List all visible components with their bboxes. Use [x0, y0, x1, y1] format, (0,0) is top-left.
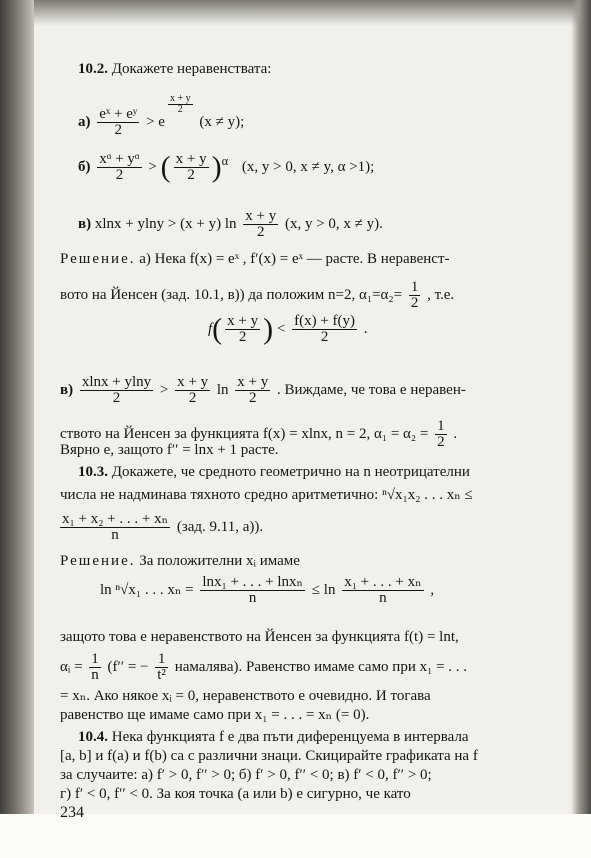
solution-2-line-c: = xₙ. Ако някое xᵢ = 0, неравенството е очевидно. И тогава — [60, 688, 431, 704]
fraction-denominator: n — [111, 527, 119, 543]
fraction-numerator: 1 — [155, 652, 168, 668]
power: α — [221, 154, 229, 168]
problem-10-4-line-1 — [78, 728, 469, 746]
problem-10-3-line-2 — [60, 486, 473, 504]
condition: (x, y > 0, x ≠ y, α >1); — [241, 159, 375, 175]
item-label: в) — [60, 381, 74, 398]
item-label: б) — [78, 159, 91, 175]
fraction — [60, 512, 170, 543]
fraction-denominator: 2 — [115, 167, 124, 184]
solution-text: намалява). Равенство имаме само при x₁ = . . . — [174, 658, 468, 675]
fraction — [342, 575, 423, 606]
fraction — [97, 152, 141, 183]
left-paren: ( — [212, 312, 223, 346]
right-paren: ) — [211, 150, 222, 184]
solution-heading: Решение. — [60, 553, 136, 569]
problem-10-2-heading — [78, 60, 271, 78]
fraction-numerator: x₁ + . . . + xₙ — [344, 574, 422, 590]
fraction — [200, 575, 305, 606]
fraction-numerator: x + y — [227, 313, 259, 329]
solution-text: . Виждаме, че това е неравен- — [276, 381, 466, 398]
left-paren: ( — [160, 150, 171, 184]
problem-number: 10.4. — [78, 729, 108, 745]
jensen-equation — [208, 314, 368, 345]
problem-10-3-line-1 — [78, 463, 470, 481]
fraction — [409, 280, 421, 311]
solution-2-line-a: защото това е неравенството на Йенсен за функцията f(t) = lnt, — [60, 629, 459, 645]
problem-statement: Докажете неравенствата: — [111, 61, 272, 77]
item-label: а) — [78, 114, 91, 130]
exponent-fraction — [168, 94, 193, 115]
fraction — [292, 314, 357, 345]
fraction-denominator: 2 — [188, 390, 197, 406]
problem-statement: числа не надминава тяхното средно аритметично: — [60, 487, 379, 503]
relation: > e — [146, 114, 165, 130]
fraction-denominator: 2 — [256, 224, 265, 240]
fraction — [89, 652, 101, 683]
relation: < — [276, 320, 286, 337]
fraction-numerator: xᵅ + yᵅ — [99, 151, 140, 168]
fraction-denominator: 2 — [187, 167, 195, 184]
fraction-numerator: lnx₁ + . . . + lnxₙ — [202, 574, 304, 590]
exponent-numerator: x + y — [169, 93, 191, 104]
fraction-denominator: 2 — [114, 122, 123, 139]
item-label: в) — [78, 215, 92, 232]
solution-2-line-b — [60, 652, 467, 683]
paren-fraction — [174, 152, 209, 183]
problem-statement: Докажете, че средното геометрично на n неотрицателни — [111, 464, 470, 480]
fraction-numerator: eˣ + eʸ — [99, 106, 138, 123]
fraction-denominator: t² — [157, 667, 166, 683]
relation: > — [148, 159, 157, 175]
relation: ≤ — [464, 487, 473, 503]
right-paren: ) — [263, 312, 274, 346]
fraction-denominator: 2 — [437, 434, 445, 450]
fraction-denominator: n — [91, 667, 99, 683]
fraction — [80, 375, 153, 406]
fraction-denominator: 2 — [238, 329, 247, 345]
equation-end: . — [363, 320, 368, 337]
solution-2-line-d: равенство ще имаме само при x₁ = . . . = xₙ (= 0). — [60, 707, 370, 723]
solution-v-line-1 — [60, 375, 466, 406]
problem-statement: Нека функцията f е два пъти диференцуема в интервала — [111, 729, 469, 745]
exponent-denominator: 2 — [177, 104, 183, 115]
condition: (x, y > 0, x ≠ y). — [284, 215, 383, 232]
solution-1-line-1 — [60, 250, 450, 268]
geometric-mean: ⁿ√x₁x₂ . . . xₙ — [382, 487, 461, 503]
problem-number: 10.3. — [78, 464, 108, 480]
fraction — [225, 314, 260, 345]
problem-10-4-line-3: за случаите: а) f′ > 0, f′′ > 0; б) f′ > 0, f′′ < 0; в) f′ < 0, f′′ > 0; — [60, 767, 432, 783]
solution-2-line-1 — [60, 552, 300, 570]
fraction-denominator: n — [379, 590, 387, 606]
problem-10-4-line-2: [a, b] и f(a) и f(b) са с различни знаци. Скицирайте графиката на f — [60, 748, 478, 764]
fraction-numerator: 1 — [437, 418, 445, 434]
solution-heading: Решение. — [60, 251, 136, 267]
fraction — [175, 375, 210, 406]
fraction-numerator: f(x) + f(y) — [294, 313, 356, 329]
equation-lhs: ln ⁿ√x₁ . . . xₙ = — [100, 581, 194, 598]
item-b — [78, 152, 374, 183]
solution-text: За положителни xᵢ имаме — [139, 553, 300, 569]
log-equation — [100, 575, 434, 606]
fraction-numerator: 1 — [410, 279, 419, 295]
fraction-denominator: 2 — [410, 295, 419, 311]
problem-10-4-line-4: г) f′ < 0, f′′ < 0. За коя точка (a или b) е сигурно, че като — [60, 786, 411, 802]
fraction-denominator: 2 — [320, 329, 329, 345]
page-number: 234 — [60, 804, 84, 821]
fraction-numerator: 1 — [91, 651, 99, 667]
solution-text: . — [453, 425, 458, 442]
fraction-numerator: xlnx + ylny — [81, 374, 152, 390]
problem-number: 10.2. — [78, 61, 108, 77]
scan-shadow-left — [0, 0, 34, 858]
fraction — [235, 375, 270, 406]
relation: ≤ ln — [311, 581, 336, 598]
solution-text: вото на Йенсен (зад. 10.1, в)) да положим n=2, α₁=α₂= — [60, 286, 403, 303]
item-v — [78, 209, 383, 240]
second-derivative-lhs: (f′′ = − — [107, 658, 149, 675]
fraction — [435, 419, 447, 450]
solution-1-line-2 — [60, 280, 454, 311]
item-a — [78, 94, 244, 138]
fraction-denominator: 2 — [249, 390, 257, 406]
solution-text: а) Нека f(x) = eˣ , f′(x) = eˣ — расте. В неравенст- — [139, 251, 450, 267]
fraction-numerator: x + y — [177, 374, 209, 390]
fraction — [243, 209, 278, 240]
book-page — [60, 52, 540, 832]
problem-10-3-line-3 — [60, 512, 263, 543]
solution-text: , т.е. — [427, 286, 455, 303]
fraction-numerator: x + y — [245, 208, 277, 224]
relation: > — [159, 381, 169, 398]
lhs: xlnx + ylny > (x + y) ln — [94, 215, 237, 232]
ln-symbol: ln — [216, 381, 229, 398]
scan-shadow-right — [571, 0, 591, 858]
reference: (зад. 9.11, а)). — [176, 518, 264, 535]
fraction — [155, 652, 168, 683]
fraction-numerator: x₁ + x₂ + . . . + xₙ — [62, 511, 169, 527]
fraction — [97, 107, 139, 138]
solution-text: ството на Йенсен за функцията f(x) = xlnx, n = 2, α₁ = α₂ = — [60, 425, 429, 442]
fraction-numerator: x + y — [237, 374, 269, 390]
scan-shadow-top — [0, 0, 591, 26]
alpha-lhs: αᵢ = — [60, 658, 83, 675]
solution-v-line-3: Вярно е, защото f′′ = lnx + 1 расте. — [60, 442, 279, 458]
fraction-numerator: x + y — [175, 151, 207, 168]
equation-end: , — [430, 581, 435, 598]
fraction-denominator: 2 — [112, 390, 121, 406]
condition: (x ≠ y); — [199, 114, 245, 130]
function-symbol: f — [208, 320, 213, 337]
fraction-denominator: n — [248, 590, 257, 606]
